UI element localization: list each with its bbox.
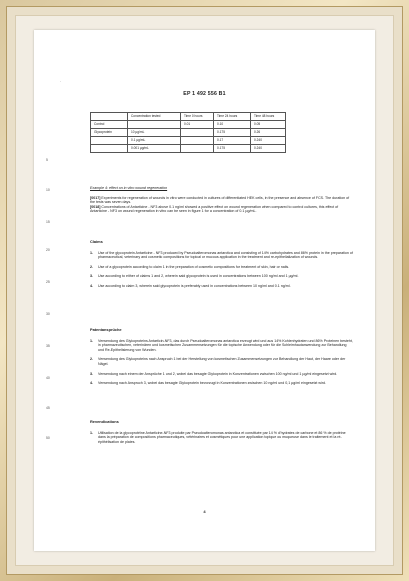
de-claim-item bbox=[90, 381, 353, 386]
table-cell bbox=[181, 129, 214, 137]
claim-item bbox=[90, 265, 353, 270]
table-header-row bbox=[91, 113, 286, 121]
paragraph-text: Experiments for regeneration of wounds in vitro were conducted in cultures of differentiated HEK cells, in the presence and absence of FCS. The duration of the tests was seven days. bbox=[90, 195, 350, 205]
claim-number: 3. bbox=[90, 274, 93, 279]
line-number: 15 bbox=[46, 220, 50, 224]
table-cell: 0.01 bbox=[181, 121, 214, 129]
table-header-cell: Concentration tested bbox=[128, 113, 181, 121]
claim-text: Use of a glycoprotein according to claim 1 in the preparation of cosmetic compositions for treatment of skin, hair or nails. bbox=[98, 264, 290, 269]
table-cell bbox=[181, 145, 214, 153]
claim-text: Use according to claim 3, wherein said glycoprotein is preferably used in concentrations between 10 ng/ml and 0.1 ng/ml. bbox=[98, 283, 291, 288]
table-header-cell: Time 0 hours bbox=[181, 113, 214, 121]
line-number: 5 bbox=[46, 158, 48, 162]
line-number: 20 bbox=[46, 248, 50, 252]
line-number: 25 bbox=[46, 280, 50, 284]
claim-text: Verwendung des Glykoproteins nach Anspruch 1 bei der Herstellung von kosmetischen Zusammensetzungen zur Behandlung der Haut, der Haare oder der Nägel. bbox=[98, 357, 346, 366]
line-number: 50 bbox=[46, 436, 50, 440]
frame-mat bbox=[15, 15, 394, 566]
table-cell: Control bbox=[91, 121, 128, 129]
table-cell: 0.17 bbox=[214, 137, 251, 145]
table-cell: 0.001 µg/mL bbox=[128, 145, 181, 153]
claim-text: Use according to either of claims 1 and 2, wherein said glycoprotein is used in concentrations between 100 ng/ml and 1 µg/ml. bbox=[98, 274, 299, 279]
de-claims-section bbox=[90, 328, 353, 386]
table-cell bbox=[91, 137, 128, 145]
de-claims-heading: Patentansprüche bbox=[90, 327, 122, 332]
paragraph-text: Concentrations of Antarticine - NF3 above 0.1 ng/ml showed a positive effect on wound regeneration when compared to control cultures, this effect of Antarticine - NF3 on wound regeneration in vitro can be seen in figure 1 for a concentration of 0.1 µg/mL. bbox=[90, 204, 339, 214]
table-row bbox=[91, 137, 286, 145]
claim-item bbox=[90, 284, 353, 289]
table-cell bbox=[128, 121, 181, 129]
table-cell: 0.10 bbox=[214, 121, 251, 129]
table-row bbox=[91, 145, 286, 153]
table-header-cell bbox=[91, 113, 128, 121]
de-claim-item bbox=[90, 339, 353, 353]
table-cell: 0.240 bbox=[251, 145, 286, 153]
table-cell bbox=[91, 145, 128, 153]
table-cell: 0.05 bbox=[251, 121, 286, 129]
claim-number: 1. bbox=[90, 338, 93, 343]
table-row bbox=[91, 121, 286, 129]
table-cell: 0.175 bbox=[214, 145, 251, 153]
line-number: 35 bbox=[46, 344, 50, 348]
claim-item bbox=[90, 251, 353, 260]
table-cell: 0.175 bbox=[214, 129, 251, 137]
de-claim-item bbox=[90, 372, 353, 377]
claim-text: Verwendung nach Anspruch 3, wobei das besagte Glykoprotein bevorzugt in Konzentrationen zwischen 10 ng/ml und 0,1 µg/ml eingesetzt wird. bbox=[98, 381, 327, 386]
paragraph-0018 bbox=[90, 205, 353, 214]
claims-section bbox=[90, 240, 353, 289]
frame-inner-border bbox=[6, 6, 403, 575]
table-cell: 0.26 bbox=[251, 129, 286, 137]
table-row bbox=[91, 129, 286, 137]
claim-number: 4. bbox=[90, 283, 93, 288]
document-page bbox=[34, 30, 375, 551]
results-table bbox=[90, 112, 286, 153]
claim-number: 1. bbox=[90, 250, 93, 255]
claim-item bbox=[90, 274, 353, 279]
example-section bbox=[90, 186, 353, 214]
fr-claims-heading: Revendications bbox=[90, 419, 119, 424]
example-title: Example 4: effect on in vitro wound regeneration bbox=[90, 186, 168, 190]
line-number: 40 bbox=[46, 376, 50, 380]
claim-number: 1. bbox=[90, 430, 93, 435]
line-number: 30 bbox=[46, 312, 50, 316]
fr-claim-item bbox=[90, 431, 353, 445]
table-header-cell: Time 48 hours bbox=[251, 113, 286, 121]
claim-text: Verwendung des Glykoproteins Antarticin-NF3, das durch Pseudoalteromonas antarctica erzeugt wird und aus 14% Kohlenhydraten und 86% Proteinen besteht, in pharmazeutischen, veterinären und kosmetischen Zusammensetzungen für die topische Anwendung oder für die Schleimhautanwendung zur Behandlung und Re-Epithelisierung von Wunden. bbox=[98, 338, 353, 352]
claim-text: Verwendung nach einem der Ansprüche 1 und 2, wobei das besagte Glykoprotein in Konzentrationen zwischen 100 ng/ml und 1 µg/ml eingesetzt wird. bbox=[98, 371, 338, 376]
line-number: 10 bbox=[46, 188, 50, 192]
publication-number: EP 1 492 556 B1 bbox=[183, 91, 226, 97]
table-cell: Glycoprotein bbox=[91, 129, 128, 137]
line-number: 45 bbox=[46, 406, 50, 410]
table-cell: 10 µg/mL bbox=[128, 129, 181, 137]
claim-text: Utilisation de la glycoprotéine Antarticine-NF3 produite par Pseudoalteromonas antarctica et constituée par 14 % d'hydrates de carbone et 86 % de protéine dans la préparation de compositions pharmaceutiques, vétérinaires et cosmétiques pour une application topique ou muqueuse dans le traitement et la ré-épithélisation de plaies. bbox=[98, 430, 346, 444]
table-cell bbox=[181, 137, 214, 145]
claim-number: 3. bbox=[90, 371, 93, 376]
page-number: 4 bbox=[203, 509, 206, 515]
claim-number: 2. bbox=[90, 264, 93, 269]
table-header-cell: Time 24 hours bbox=[214, 113, 251, 121]
de-claim-item bbox=[90, 357, 353, 366]
claim-number: 4. bbox=[90, 381, 93, 386]
fr-claims-section bbox=[90, 420, 353, 444]
page-mark: · bbox=[60, 79, 62, 84]
paragraph-number: [0018] bbox=[90, 204, 101, 209]
table-cell: 0.1 µg/mL bbox=[128, 137, 181, 145]
claim-number: 2. bbox=[90, 357, 93, 362]
claim-text: Use of the glycoprotein Antarticine - NF3 produced by Pseudoalteromonas antarctica and consisting of 14% carbohydrates and 86% protein in the preparation of pharmaceutical, veterinary and cosmetic compositions for topical or mucous application in the treatment and re-epithelialization of wounds. bbox=[98, 250, 353, 260]
paragraph-0017 bbox=[90, 196, 353, 205]
table-cell: 0.240 bbox=[251, 137, 286, 145]
claims-heading: Claims bbox=[90, 239, 103, 244]
paragraph-number: [0017] bbox=[90, 195, 101, 200]
